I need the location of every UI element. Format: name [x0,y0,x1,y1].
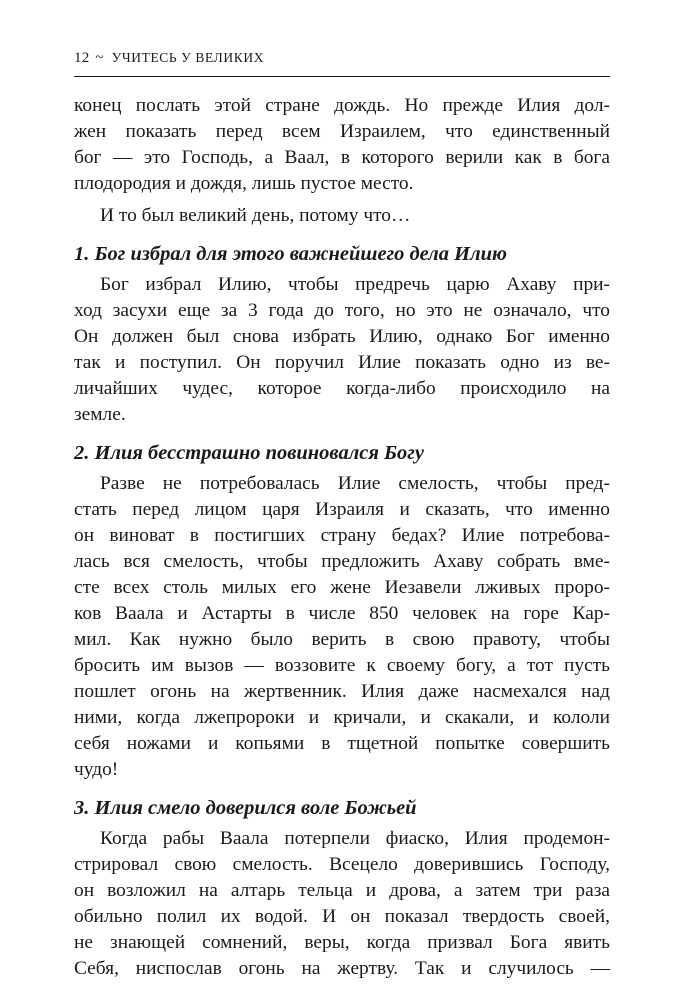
text-line: стрировал свою смелость. Всецело доверившись Господу, [74,854,610,875]
text-line: так и поступил. Он поручил Илие показать одно из ве- [74,352,610,373]
text-line: личайших чудес, которое когда-либо происходило на [74,378,610,399]
body-text [74,93,610,982]
text-line: мил. Как нужно было верить в свою правоту, чтобы [74,629,610,650]
text-line: ход засухи еще за 3 года до того, но это не означало, что [74,300,610,321]
text-line: он возложил на алтарь тельца и дрова, а затем три раза [74,880,610,901]
text-line: сте всех столь милых его жене Иезавели лживых проро- [74,577,610,598]
text-line: Когда рабы Ваала потерпели фиаско, Илия продемон- [100,828,610,849]
text-line: Он должен был снова избрать Илию, однако Бог именно [74,326,610,347]
section-heading-2: 2. Илия бесстрашно повиновался Богу [74,442,424,464]
text-line: ними, когда лжепророки и кричали, и скакали, и кололи [74,707,610,728]
section-paragraph-2 [74,471,610,783]
text-line: Себя, ниспослав огонь на жертву. Так и случилось — [74,958,610,979]
text-line: Бог избрал Илию, чтобы предречь царю Ахаву при- [100,274,610,295]
text-line: пошлет огонь на жертвенник. Илия даже насмехался над [74,681,610,702]
text-line: конец послать этой стране дождь. Но прежде Илия дол- [74,95,610,116]
text-line: бог — это Господь, а Ваал, в которого верили как в бога [74,147,610,168]
text-line: бросить им вызов — воззовите к своему богу, а тот пусть [74,655,610,676]
intro-paragraph [74,93,610,197]
section-paragraph-3 [74,826,610,982]
text-line: не знающей сомнений, веры, когда призвал Бога явить [74,932,610,953]
text-line: ков Ваала и Астарты в числе 850 человек на горе Кар- [74,603,610,624]
page-number: 12 [74,50,90,66]
text-line: плодородия и дождя, лишь пустое место. [74,173,414,194]
book-page [74,50,610,982]
section-paragraph-1 [74,272,610,428]
text-line: лась вся смелость, чтобы предложить Ахаву собрать вме- [74,551,610,572]
running-head-title: УЧИТЕСЬ У ВЕЛИКИХ [111,50,265,65]
intro-paragraph-2: И то был великий день, потому что… [100,205,411,226]
text-line: обильно полил их водой. И он показал твердость своей, [74,906,610,927]
text-line: стать перед лицом царя Израиля и сказать, что именно [74,499,610,520]
text-line: земле. [74,404,126,425]
section-heading-1: 1. Бог избрал для этого важнейшего дела Илию [74,243,507,265]
text-line: он виноват в постигших страну бедах? Илие потребова- [74,525,610,546]
text-line: жен показать перед всем Израилем, что единственный [74,121,610,142]
running-head-separator: ~ [95,50,104,66]
text-line: Разве не потребовалась Илие смелость, чтобы пред- [100,473,610,494]
section-heading-3: 3. Илия смело доверился воле Божьей [74,797,417,819]
running-head [74,50,610,77]
text-line: чудо! [74,759,119,780]
text-line: себя ножами и копьями в тщетной попытке совершить [74,733,610,754]
